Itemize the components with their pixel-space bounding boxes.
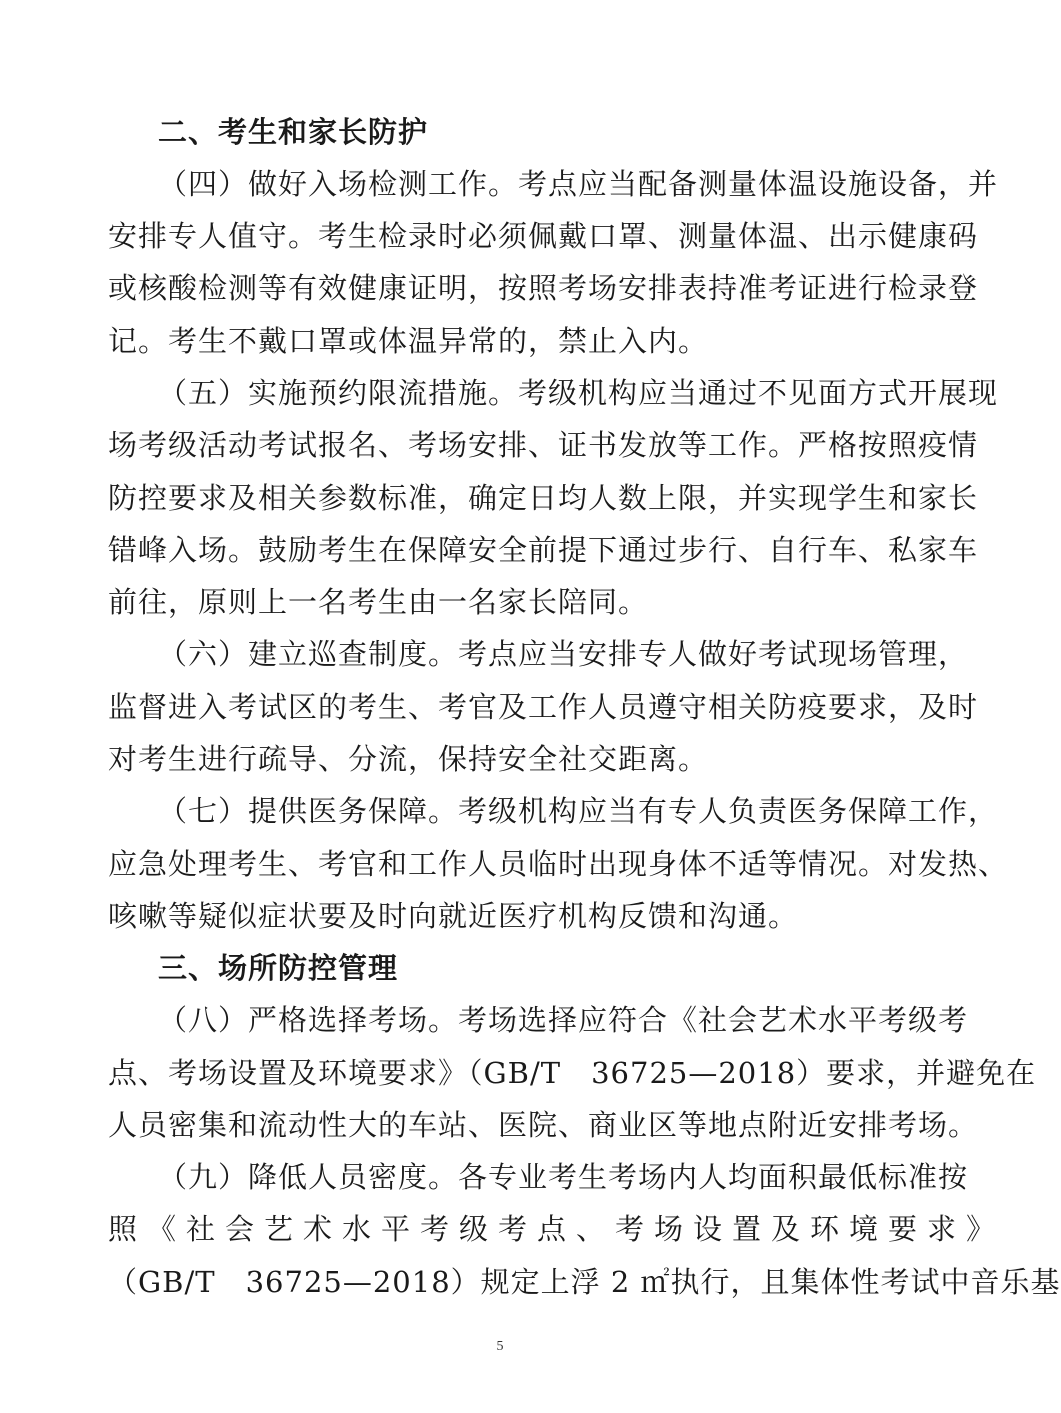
paragraph-6-line-2: 监督进入考试区的考生、考官及工作人员遵守相关防疫要求，及时 [108, 690, 979, 724]
paragraph-9-line-3: （GB/T 36725—2018）规定上浮 2 ㎡执行，且集体性考试中音乐基 [108, 1265, 1061, 1299]
paragraph-7-line-1: （七）提供医务保障。考级机构应当有专人负责医务保障工作， [158, 794, 999, 828]
paragraph-7-line-3: 咳嗽等疑似症状要及时向就近医疗机构反馈和沟通。 [108, 899, 799, 933]
paragraph-5-line-2: 场考级活动考试报名、考场安排、证书发放等工作。严格按照疫情 [108, 428, 979, 462]
paragraph-8-line-3: 人员密集和流动性大的车站、医院、商业区等地点附近安排考场。 [108, 1108, 979, 1142]
paragraph-6-line-1: （六）建立巡查制度。考点应当安排专人做好考试现场管理， [158, 637, 969, 671]
paragraph-5-line-3: 防控要求及相关参数标准，确定日均人数上限，并实现学生和家长 [108, 481, 979, 515]
paragraph-4-line-1: （四）做好入场检测工作。考点应当配备测量体温设施设备，并 [158, 167, 999, 201]
paragraph-7-line-2: 应急处理考生、考官和工作人员临时出现身体不适等情况。对发热、 [108, 847, 1009, 881]
paragraph-5-line-5: 前往，原则上一名考生由一名家长陪同。 [108, 585, 649, 619]
paragraph-8-line-1: （八）严格选择考场。考场选择应符合《社会艺术水平考级考 [158, 1003, 969, 1037]
paragraph-4-line-2: 安排专人值守。考生检录时必须佩戴口罩、测量体温、出示健康码 [108, 219, 979, 253]
page-number: 5 [496, 1339, 504, 1354]
paragraph-6-line-3: 对考生进行疏导、分流，保持安全社交距离。 [108, 742, 709, 776]
paragraph-8-line-2: 点、考场设置及环境要求》（GB/T 36725—2018）要求，并避免在 [108, 1056, 1037, 1090]
paragraph-4-line-3: 或核酸检测等有效健康证明，按照考场安排表持准考证进行检录登 [108, 271, 979, 305]
paragraph-9-line-1: （九）降低人员密度。各专业考生考场内人均面积最低标准按 [158, 1160, 969, 1194]
section-heading-3: 三、场所防控管理 [158, 951, 399, 985]
paragraph-5-line-1: （五）实施预约限流措施。考级机构应当通过不见面方式开展现 [158, 376, 999, 410]
paragraph-4-line-4: 记。考生不戴口罩或体温异常的，禁止入内。 [108, 324, 709, 358]
paragraph-9-line-2: 照《社会艺术水平考级考点、考场设置及环境要求》 [108, 1212, 1006, 1246]
paragraph-5-line-4: 错峰入场。鼓励考生在保障安全前提下通过步行、自行车、私家车 [108, 533, 979, 567]
section-heading-2: 二、考生和家长防护 [158, 115, 429, 149]
